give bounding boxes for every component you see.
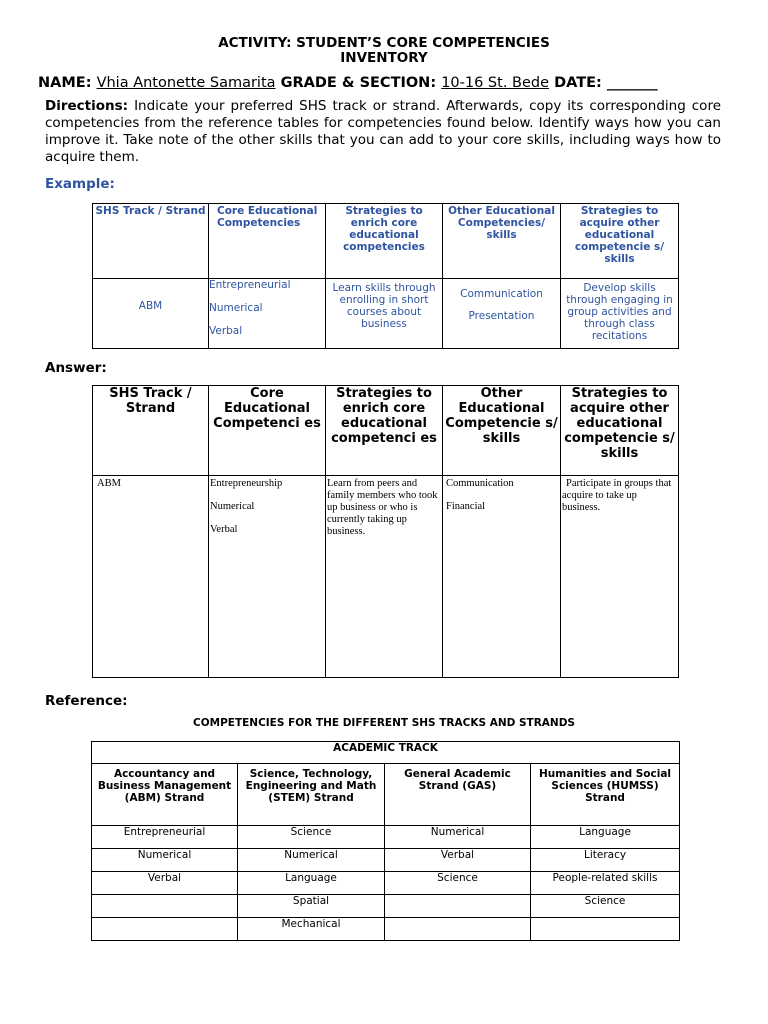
reference-table (91, 741, 680, 941)
example-core-item: Entrepreneurial (209, 279, 291, 291)
example-core (209, 279, 326, 349)
page-title: ACTIVITY: STUDENT’S CORE COMPETENCIES (218, 35, 550, 51)
example-header: Strategies to acquire other educational competencie s/ skills (561, 204, 679, 279)
date-blank: _______ (606, 75, 658, 91)
example-other-item: Communication (460, 288, 543, 300)
answer-strategy: Learn from peers and family members who took up business or who is currently taking up business. (326, 476, 443, 678)
strand-header: General Academic Strand (GAS) (385, 764, 531, 826)
reference-cell (92, 918, 238, 941)
answer-core-item: Entrepreneurship (210, 478, 283, 489)
reference-cell: Verbal (92, 872, 238, 895)
reference-cell: Spatial (238, 895, 385, 918)
reference-subtitle: COMPETENCIES FOR THE DIFFERENT SHS TRACKS AND STRANDS (193, 717, 575, 729)
strand-header: Accountancy and Business Management (ABM) Strand (92, 764, 238, 826)
example-label: Example: (45, 176, 115, 192)
answer-other-item: Communication (446, 478, 514, 489)
reference-cell: Science (385, 872, 531, 895)
answer-core-item: Numerical (210, 501, 255, 512)
reference-cell: People-related skills (531, 872, 680, 895)
answer-header: Strategies to acquire other educational competencie s/ skills (561, 386, 679, 476)
reference-cell (385, 895, 531, 918)
reference-cell: Entrepreneurial (92, 826, 238, 849)
reference-cell: Numerical (385, 826, 531, 849)
track-title: ACADEMIC TRACK (92, 742, 680, 764)
reference-cell: Numerical (92, 849, 238, 872)
reference-cell: Literacy (531, 849, 680, 872)
example-header: Other Educational Competencies/ skills (443, 204, 561, 279)
strand-header: Humanities and Social Sciences (HUMSS) Strand (531, 764, 680, 826)
reference-cell (92, 895, 238, 918)
example-other-item: Presentation (468, 310, 535, 322)
example-other (443, 279, 561, 349)
example-table (92, 203, 679, 349)
page-title-line2: INVENTORY (340, 50, 428, 66)
grade-value: 10-16 St. Bede (441, 75, 550, 91)
reference-cell (531, 918, 680, 941)
reference-cell: Verbal (385, 849, 531, 872)
grade-label: GRADE & SECTION: (280, 75, 437, 91)
example-core-item: Numerical (209, 302, 263, 314)
answer-header: Core Educational Competenci es (209, 386, 326, 476)
answer-core (209, 476, 326, 678)
name-value: Vhia Antonette Samarita (96, 75, 276, 91)
reference-cell: Language (531, 826, 680, 849)
reference-cell (385, 918, 531, 941)
example-track: ABM (93, 279, 209, 349)
answer-acquire: Participate in groups that acquire to take up business. (561, 476, 679, 678)
answer-track: ABM (93, 476, 209, 678)
directions-text: Indicate your preferred SHS track or strand. Afterwards, copy its corresponding core competencies from the reference tables for competencies found below. Identify ways how you can improve it. Take note of the other skills that you can add to your core skills, including ways how to acquire them. (45, 98, 722, 165)
example-strategy: Learn skills through enrolling in short courses about business (326, 279, 443, 349)
directions-label: Directions: (45, 98, 129, 114)
reference-cell: Language (238, 872, 385, 895)
answer-label: Answer: (45, 360, 107, 376)
answer-core-item: Verbal (210, 524, 238, 535)
reference-cell: Mechanical (238, 918, 385, 941)
reference-cell: Science (238, 826, 385, 849)
answer-other-item: Financial (446, 501, 486, 512)
answer-table (92, 385, 679, 678)
date-label: DATE: (554, 75, 602, 91)
answer-other (443, 476, 561, 678)
example-core-item: Verbal (209, 325, 243, 337)
strand-header: Science, Technology, Engineering and Math (STEM) Strand (238, 764, 385, 826)
answer-header: SHS Track / Strand (93, 386, 209, 476)
reference-label: Reference: (45, 693, 128, 709)
example-header: Core Educational Competencies (209, 204, 326, 279)
example-header: Strategies to enrich core educational competencies (326, 204, 443, 279)
answer-header: Other Educational Competencie s/ skills (443, 386, 561, 476)
directions (45, 98, 721, 166)
name-label: NAME: (38, 75, 92, 91)
example-acquire: Develop skills through engaging in group activities and through class recitations (561, 279, 679, 349)
example-header: SHS Track / Strand (93, 204, 209, 279)
reference-cell: Science (531, 895, 680, 918)
reference-cell: Numerical (238, 849, 385, 872)
student-info-line (38, 75, 658, 91)
answer-header: Strategies to enrich core educational competenci es (326, 386, 443, 476)
